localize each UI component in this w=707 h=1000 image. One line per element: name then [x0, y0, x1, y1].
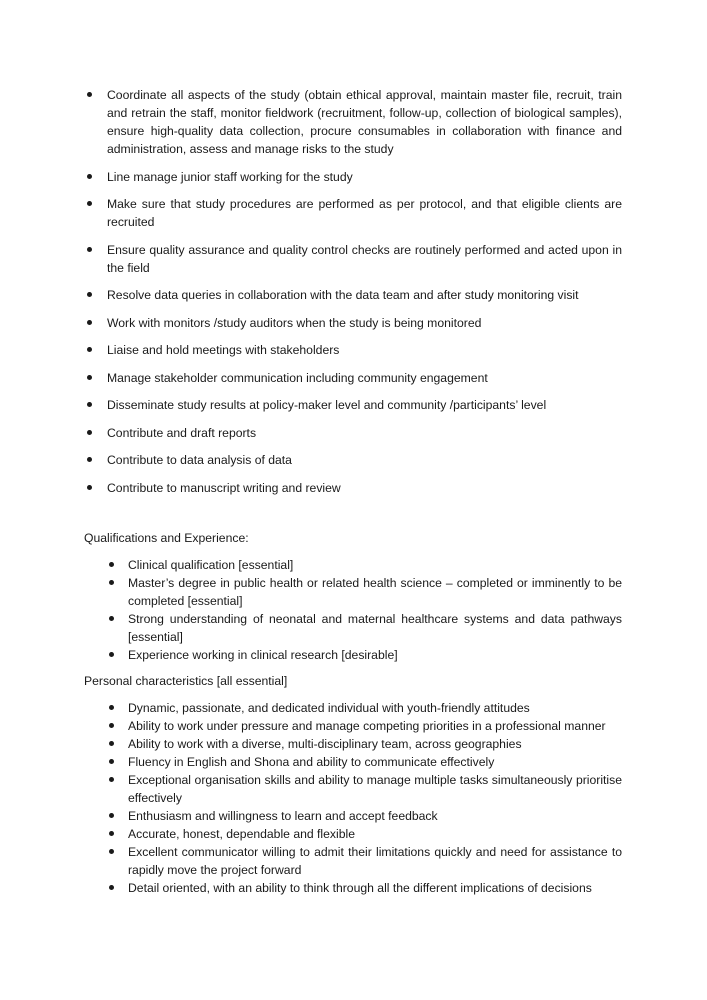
- list-item: [106, 771, 622, 807]
- personal-list: [106, 699, 622, 897]
- list-item: [84, 341, 622, 359]
- bullet-icon: [87, 247, 92, 252]
- list-item-text: Liaise and hold meetings with stakeholders: [107, 343, 340, 357]
- list-item-text: Ability to work with a diverse, multi-disciplinary team, across geographies: [128, 737, 522, 751]
- list-item-text: Excellent communicator willing to admit their limitations quickly and need for assistance to rapidly move the project forward: [128, 845, 622, 877]
- list-item: [84, 479, 622, 497]
- bullet-icon: [87, 320, 92, 325]
- responsibilities-list: [84, 86, 622, 506]
- list-item-text: Make sure that study procedures are performed as per protocol, and that eligible clients are recruited: [107, 197, 622, 229]
- bullet-icon: [87, 375, 92, 380]
- list-item-text: Disseminate study results at policy-maker level and community /participants’ level: [107, 398, 547, 412]
- bullet-icon: [87, 292, 92, 297]
- list-item-text: Resolve data queries in collaboration with the data team and after study monitoring visit: [107, 288, 579, 302]
- bullet-icon: [109, 777, 114, 782]
- list-item: [84, 195, 622, 231]
- list-item-text: Fluency in English and Shona and ability to communicate effectively: [128, 755, 495, 769]
- list-item-text: Detail oriented, with an ability to think through all the different implications of decisions: [128, 881, 592, 895]
- list-item-text: Coordinate all aspects of the study (obtain ethical approval, maintain master file, recruit, train and retrain the staff, monitor fieldwork (recruitment, follow-up, collection of biological samples), ensure high-quality data collection, procure consumables in collaboration with finance and administration, assess and manage risks to the study: [107, 88, 622, 156]
- list-item: [106, 646, 622, 664]
- list-item-text: Experience working in clinical research [desirable]: [128, 648, 398, 662]
- list-item: [106, 753, 622, 771]
- list-item: [106, 807, 622, 825]
- list-item-text: Contribute to data analysis of data: [107, 453, 292, 467]
- bullet-icon: [109, 580, 114, 585]
- bullet-icon: [109, 616, 114, 621]
- bullet-icon: [109, 723, 114, 728]
- bullet-icon: [87, 402, 92, 407]
- list-item: [106, 825, 622, 843]
- list-item-text: Accurate, honest, dependable and flexible: [128, 827, 355, 841]
- list-item: [84, 241, 622, 277]
- list-item: [106, 879, 622, 897]
- bullet-icon: [87, 201, 92, 206]
- list-item: [106, 574, 622, 610]
- bullet-icon: [109, 652, 114, 657]
- bullet-icon: [87, 430, 92, 435]
- list-item-text: Clinical qualification [essential]: [128, 558, 294, 572]
- list-item: [106, 699, 622, 717]
- list-item-text: Contribute and draft reports: [107, 425, 257, 440]
- bullet-icon: [87, 92, 92, 97]
- bullet-icon: [87, 485, 92, 490]
- list-item-text: Manage stakeholder communication including community engagement: [107, 370, 488, 385]
- bullet-icon: [87, 457, 92, 462]
- bullet-icon: [109, 562, 114, 567]
- list-item-text: Enthusiasm and willingness to learn and accept feedback: [128, 809, 438, 823]
- list-item: [84, 168, 622, 186]
- list-item: [106, 556, 622, 574]
- list-item-text: Contribute to manuscript writing and review: [107, 480, 341, 495]
- bullet-icon: [109, 849, 114, 854]
- bullet-icon: [109, 741, 114, 746]
- bullet-icon: [109, 831, 114, 836]
- list-item-text: Ability to work under pressure and manage competing priorities in a professional manner: [128, 719, 606, 733]
- list-item: [84, 286, 622, 304]
- bullet-icon: [109, 759, 114, 764]
- list-item: [84, 86, 622, 158]
- list-item-text: Strong understanding of neonatal and maternal healthcare systems and data pathways [essential]: [128, 612, 622, 644]
- list-item: [106, 843, 622, 879]
- bullet-icon: [109, 705, 114, 710]
- list-item: [84, 314, 622, 332]
- list-item-text: Exceptional organisation skills and ability to manage multiple tasks simultaneously prioritise effectively: [128, 773, 622, 805]
- list-item: [84, 424, 622, 442]
- personal-heading: Personal characteristics [all essential]: [84, 674, 288, 688]
- list-item-text: Master’s degree in public health or related health science – completed or imminently to be completed [essential]: [128, 576, 622, 608]
- list-item: [84, 451, 622, 469]
- bullet-icon: [109, 885, 114, 890]
- bullet-icon: [109, 813, 114, 818]
- list-item: [84, 396, 622, 414]
- list-item: [84, 369, 622, 387]
- qualifications-list: [106, 556, 622, 664]
- list-item-text: Dynamic, passionate, and dedicated individual with youth-friendly attitudes: [128, 701, 530, 715]
- list-item: [106, 610, 622, 646]
- qualifications-heading: Qualifications and Experience:: [84, 531, 249, 545]
- bullet-icon: [87, 174, 92, 179]
- bullet-icon: [87, 347, 92, 352]
- list-item-text: Ensure quality assurance and quality control checks are routinely performed and acted upon in the field: [107, 242, 622, 275]
- list-item: [106, 735, 622, 753]
- list-item-text: Work with monitors /study auditors when the study is being monitored: [107, 315, 482, 330]
- list-item: [106, 717, 622, 735]
- list-item-text: Line manage junior staff working for the study: [107, 169, 353, 184]
